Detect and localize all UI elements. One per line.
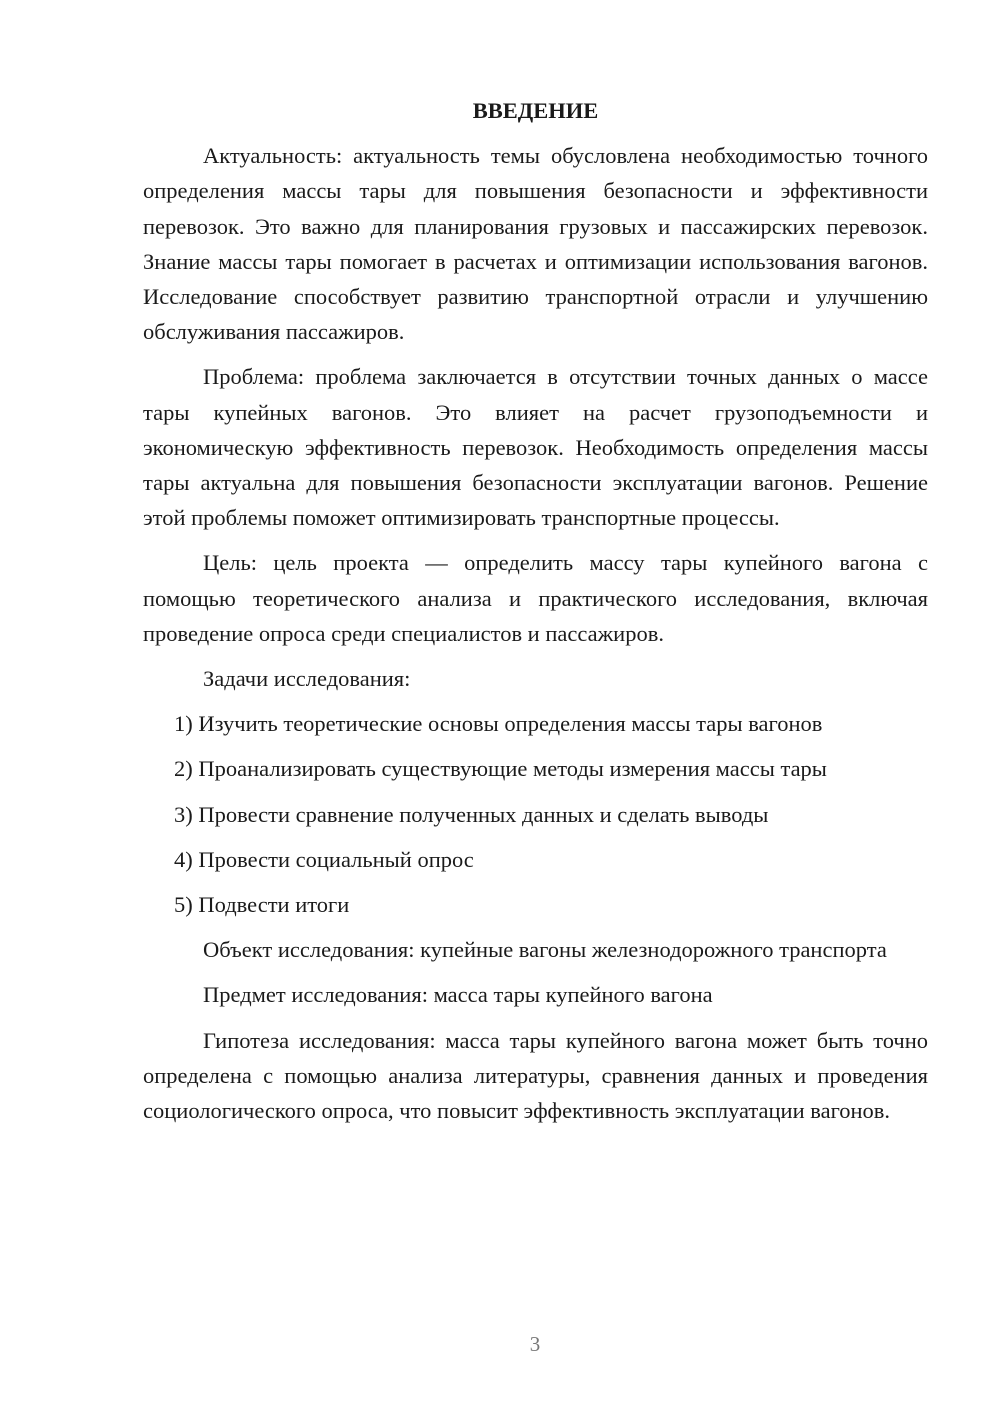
task-item-4: 4) Провести социальный опрос bbox=[174, 846, 474, 872]
relevance-paragraph: Актуальность: актуальность темы обусловлена необходимостью точного определения массы тары для повышения безопасности и эффективности перевозок. Это важно для планирования грузовых и пассажирских перевозок. Знание массы тары помогает в расчетах и оптимизации использования вагонов. Исследование способствует развитию транспортной отрасли и улучшению обслуживания пассажиров. bbox=[143, 143, 928, 345]
tasks-list bbox=[143, 706, 928, 922]
object-paragraph: Объект исследования: купейные вагоны железнодорожного транспорта bbox=[203, 937, 887, 963]
task-item-1: 1) Изучить теоретические основы определения массы тары вагонов bbox=[174, 711, 823, 737]
subject-paragraph: Предмет исследования: масса тары купейного вагона bbox=[203, 982, 713, 1008]
task-item-2: 2) Проанализировать существующие методы измерения массы тары bbox=[174, 756, 827, 782]
page-number: 3 bbox=[529, 1332, 541, 1356]
task-item-5: 5) Подвести итоги bbox=[174, 892, 350, 918]
tasks-title: Задачи исследования: bbox=[203, 666, 411, 692]
goal-paragraph: Цель: цель проекта — определить массу тары купейного вагона с помощью теоретического анализа и практического исследования, включая проведение опроса среди специалистов и пассажиров. bbox=[143, 550, 928, 646]
task-item-3: 3) Провести сравнение полученных данных и сделать выводы bbox=[174, 801, 769, 827]
hypothesis-paragraph: Гипотеза исследования: масса тары купейного вагона может быть точно определена с помощью анализа литературы, сравнения данных и проведения социологического опроса, что повысит эффективность эксплуатации вагонов. bbox=[143, 1027, 928, 1124]
problem-paragraph: Проблема: проблема заключается в отсутствии точных данных о массе тары купейных вагонов. Это влияет на расчет грузоподъемности и экономическую эффективность перевозок. Необходимость определения массы тары актуальна для повышения безопасности эксплуатации вагонов. Решение этой проблемы поможет оптимизировать транспортные процессы. bbox=[143, 364, 928, 531]
page-title: ВВЕДЕНИЕ bbox=[472, 98, 599, 123]
page-content bbox=[143, 93, 928, 1138]
